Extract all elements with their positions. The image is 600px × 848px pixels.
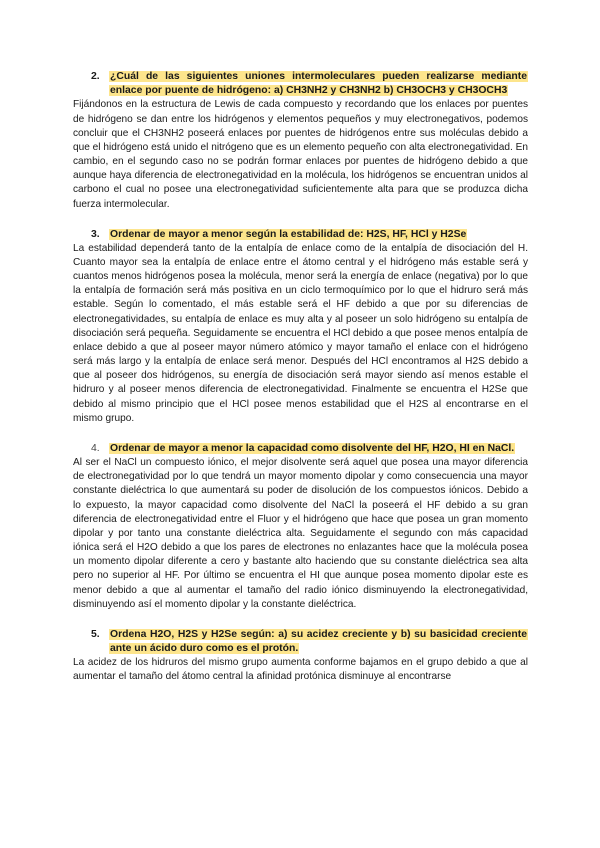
answer-3-paragraph: La estabilidad dependerá tanto de la entalpía de enlace como de la entalpía de disociación del H. Cuanto mayor sea la entalpía de enlace entre el átomo central y el hidrógeno más estable será y cuantos menos hidrógenos posea la molécula, menor será la energía de enlace (negativa) por lo que la entalpía de formación será más positiva en un ciclo termoquímico por lo que el hidruro será más estable. Según lo comentado, el más estable será el HF debido a que por su diferencias de electronegatividades, su entalpía de enlace es muy alta y al poseer un solo hidrógeno su entalpía de disociación será pequeña. Seguidamente se encuentra el HCl debido a que posee menos entalpía de enlace debido a que al poseer mayor número atómico y mayor tamaño el enlace con el hidrógeno será más largo y la entalpía de enlace será menor. Después del HCl encontramos al H2S debido a que al poseer dos hidrógenos, su energía de disociación será mayor siendo así menos estable el hidruro y al poseer menos diferencia de electronegatividad. Finalmente se encuentra el H2Se que debido al mismo principio que el HCl posee menos estabilidad que el H2S al encontrarse en el mismo grupo.	[73, 242, 528, 424]
question-4-text: Ordenar de mayor a menor la capacidad como disolvente del HF, H2O, HI en NaCl.	[110, 442, 515, 454]
question-3-text: Ordenar de mayor a menor según la estabilidad de: H2S, HF, HCl y H2Se	[110, 228, 467, 240]
question-3-heading	[91, 228, 528, 242]
answer-4-paragraph: Al ser el NaCl un compuesto iónico, el mejor disolvente será aquel que posea una mayor diferencia de electronegatividad por lo que tendrá un mayor momento dipolar y como consecuencia una mayor constante dieléctrica lo que aumentará su poder de disolución de los compuestos iónicos. Debido a lo expuesto, la mayor capacidad como disolvente del NaCl la poseerá el HF debido a su gran diferencia de electronegatividad entre el Fluor y el hidrógeno que hace que posea un gran momento dipolar y por tanto una constante dieléctrica alta. Seguidamente el segundo con más capacidad iónica será el H2O debido a que los pares de electrones no enlazantes hace que la molécula posea un momento dipolar diferente a cero y bastante alto haciendo que su constante dieléctrica sea alta pero no superior al HF. Por último se encuentra el HI que aunque posea momento dipolar este es menor debido a que al aumentar el tamaño del radio iónico disminuyendo la electronegatividad, disminuyendo así el momento dipolar y la constante dieléctrica.	[73, 457, 528, 610]
question-2-text: ¿Cuál de las siguientes uniones intermoleculares pueden realizarse mediante enlace por puente de hidrógeno: a) CH3NH2 y CH3NH2 b) CH3OCH3 y CH3OCH3	[110, 71, 527, 97]
question-3-number: 3.	[91, 228, 100, 240]
answer-2-paragraph: Fijándonos en la estructura de Lewis de cada compuesto y recordando que los enlaces por puentes de hidrógeno se dan entre los hidrógenos y elementos pequeños y muy electronegativos, podemos concluir que el CH3NH2 poseerá enlaces por puentes de hidrógenos entre sus moléculas debido a que el hidrógeno está unido el nitrógeno que es un elemento pequeño con alta electronegatividad. En cambio, en el segundo caso no se podrán formar enlaces por puentes de hidrógeno debido a que aunque haya diferencia de electronegatividad en la molécula, los hidrógenos se encuentran unidos al carbono el cual no posee una electronegatividad suficientemente alta para que se produzca dicha fuerza intermolecular.	[73, 99, 528, 210]
question-4-heading	[91, 442, 528, 456]
answer-5-paragraph: La acidez de los hidruros del mismo grupo aumenta conforme bajamos en el grupo debido a que al aumentar el tamaño del átomo central la afinidad protónica disminuye al encontrarse	[73, 657, 528, 683]
question-5-heading	[91, 628, 528, 656]
question-2-number: 2.	[91, 71, 100, 82]
question-2-heading	[91, 70, 528, 98]
question-5-text: Ordena H2O, H2S y H2Se según: a) su acidez creciente y b) su basicidad creciente ante un ácido duro como es el protón.	[110, 628, 527, 655]
question-5-number: 5.	[91, 628, 100, 640]
question-4-number: 4.	[91, 442, 100, 454]
